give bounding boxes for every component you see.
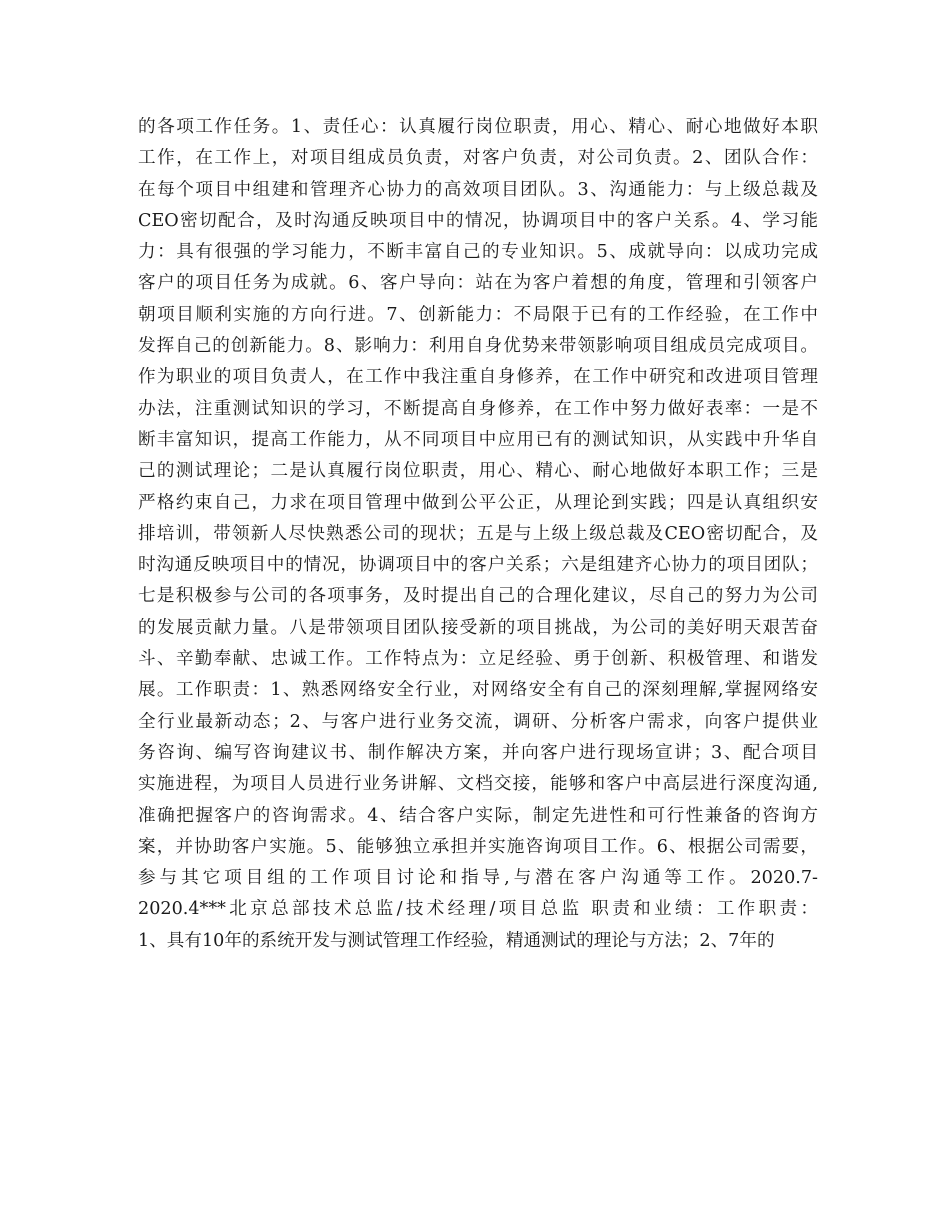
text-line: 己的测试理论；二是认真履行岗位职责，用心、精心、耐心地做好本职工作；三是 [138,461,818,482]
text-line: 准确把握客户的咨询需求。4、结合客户实际，制定先进性和可行性兼备的咨询方 [138,805,818,826]
text-line: 工作，在工作上，对项目组成员负责，对客户负责，对公司负责。2、团队合作： [138,148,818,169]
text-line: 发挥自己的创新能力。8、影响力：利用自身优势来带领影响项目组成员完成项目。 [138,336,818,357]
text-line: 参与其它项目组的工作项目讨论和指导,与潜在客户沟通等工作。2020.7- [138,868,818,889]
body-text [138,112,818,957]
text-line: 七是积极参与公司的各项事务，及时提出自己的合理化建议，尽自己的努力为公司 [138,586,818,607]
text-line: 展。工作职责：1、熟悉网络安全行业，对网络安全有自己的深刻理解,掌握网络安 [138,680,818,701]
text-line: 2020.4***北京总部技术总监/技术经理/项目总监 职责和业绩：工作职责： [138,899,818,920]
text-line: 作为职业的项目负责人，在工作中我注重自身修养，在工作中研究和改进项目管理 [138,367,818,388]
text-line: 的发展贡献力量。八是带领项目团队接受新的项目挑战，为公司的美好明天艰苦奋 [138,617,818,638]
text-line: 严格约束自己，力求在项目管理中做到公平公正，从理论到实践；四是认真组织安 [138,492,818,513]
text-line: 断丰富知识，提高工作能力，从不同项目中应用已有的测试知识，从实践中升华自 [138,429,818,450]
text-line: 全行业最新动态；2、与客户进行业务交流，调研、分析客户需求，向客户提供业 [138,711,818,732]
text-line: 排培训，带领新人尽快熟悉公司的现状；五是与上级上级总裁及CEO密切配合，及 [138,523,818,544]
text-line: 案，并协助客户实施。5、能够独立承担并实施咨询项目工作。6、根据公司需要， [138,836,818,857]
text-line: 在每个项目中组建和管理齐心协力的高效项目团队。3、沟通能力：与上级总裁及 [138,179,818,200]
text-line: 实施进程，为项目人员进行业务讲解、文档交接，能够和客户中高层进行深度沟通, [138,774,818,795]
text-line: 力：具有很强的学习能力，不断丰富自己的专业知识。5、成就导向：以成功完成 [138,242,818,263]
text-line: 朝项目顺利实施的方向行进。7、创新能力：不局限于已有的工作经验，在工作中 [138,304,818,325]
text-line: 斗、辛勤奉献、忠诚工作。工作特点为：立足经验、勇于创新、积极管理、和谐发 [138,649,818,670]
text-line: 办法，注重测试知识的学习，不断提高自身修养，在工作中努力做好表率：一是不 [138,398,818,419]
text-line: 务咨询、编写咨询建议书、制作解决方案，并向客户进行现场宣讲；3、配合项目 [138,742,818,763]
text-line: 客户的项目任务为成就。6、客户导向：站在为客户着想的角度，管理和引领客户 [138,273,818,294]
text-line: CEO密切配合，及时沟通反映项目中的情况，协调项目中的客户关系。4、学习能 [138,210,818,231]
text-line: 的各项工作任务。1、责任心：认真履行岗位职责，用心、精心、耐心地做好本职 [138,117,818,137]
text-line: 1、具有10年的系统开发与测试管理工作经验，精通测试的理论与方法；2、7年的 [138,930,775,951]
text-line: 时沟通反映项目中的情况，协调项目中的客户关系；六是组建齐心协力的项目团队； [138,555,818,576]
